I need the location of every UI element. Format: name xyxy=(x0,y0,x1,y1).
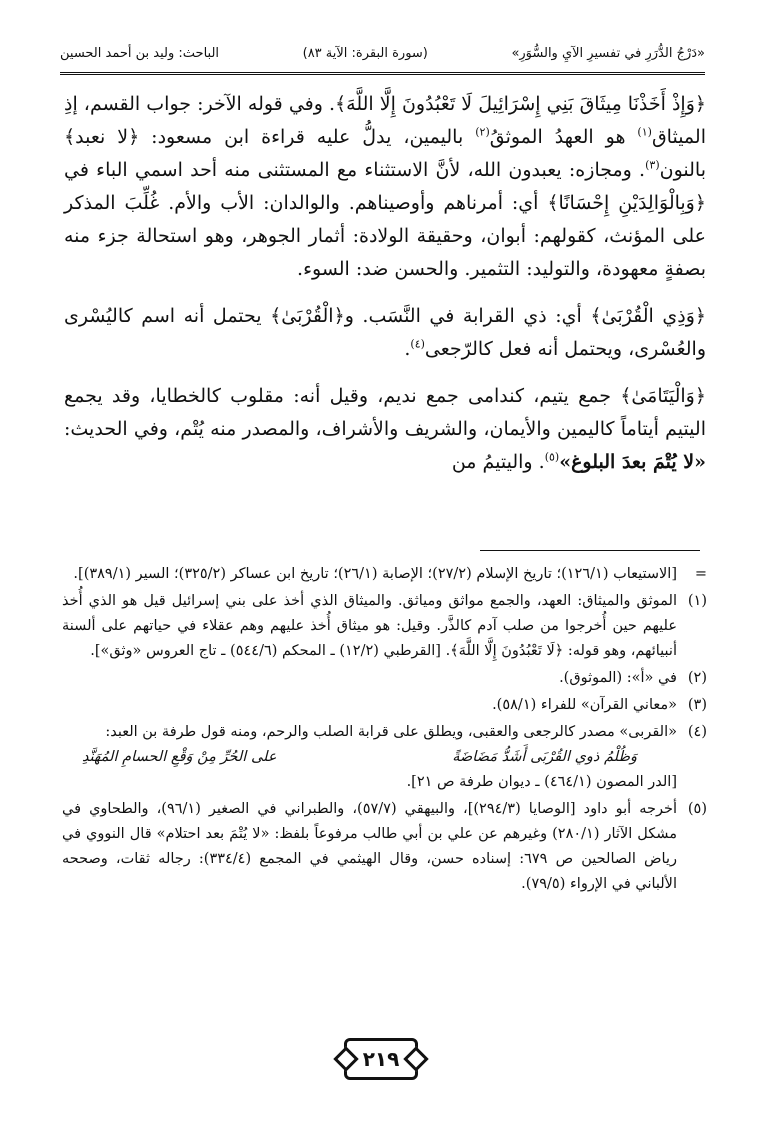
footnote-item xyxy=(62,693,707,718)
p1-text-d: . ومجازه: يعبدون الله، لأنَّ الاستثناء مع المستثنى منه أحد اسمي الباء في ﴿وَبِالْوَالِدَيْنِ إِحْسَانًا﴾ أي: أمرناهم وأوصيناهم. والوالدان: الأب والأم. غُلِّبَ المذكر على المؤنث، كقولهم: أبوان، وحقيقة الولادة: أثمار الجوهر، وهو استحالة جزء منه بصفةٍ معهودة، والتوليد: التثمير. والحسن ضد: السوء. xyxy=(64,159,706,280)
footnote-number: (٢) xyxy=(687,670,707,686)
paragraph-1 xyxy=(64,88,706,286)
footnote-number: (١) xyxy=(687,593,707,609)
footnote-4-intro: «القربى» مصدر كالرجعى والعقبى، ويطلق على قرابة الصلب والرحم، ومنه قول طرفة بن العبد: xyxy=(105,724,677,740)
footnote-ref-2[interactable]: (٢) xyxy=(475,125,490,139)
footnote-text: الموثق والميثاق: العهد، والجمع مواثق ومياثق. والميثاق الذي أخذ على بني إسرائيل قيل هو الذي أُخذ عليهم حين أُخرجوا من صلب آدم كالذَّر. وقيل: هو ميثاق أُخذ عليهم وهم عقلاء في حياتهم على ألسنة أنبيائهم، وهو قوله: ﴿لَا تَعْبُدُونَ إِلَّا اللَّهَ﴾. [القرطبي (١٢/٢) ـ المحكم (٥٤٤/٦) ـ تاج العروس «وثق»]. xyxy=(62,593,677,659)
footnote-item xyxy=(62,720,707,795)
hadith-quote: «لا يُتْمَ بعدَ البلوغ» xyxy=(559,451,706,473)
page-header xyxy=(60,36,705,70)
main-text xyxy=(64,88,706,493)
footnotes xyxy=(62,562,707,899)
poetry-verse xyxy=(62,745,677,770)
footnote-4-source: [الدر المصون (٤٦٤/١) ـ ديوان طرفة ص ٢١]. xyxy=(406,774,677,790)
footnote-item xyxy=(62,562,707,587)
footnote-item xyxy=(62,589,707,664)
p2-text-a: ﴿وَذِي الْقُرْبَىٰ﴾ أي: ذي القرابة في النَّسَب. و﴿الْقُرْبَىٰ﴾ يحتمل أنه اسم كاليُسْرى والعُسْرى، ويحتمل أنه فعل كالرّجعى xyxy=(64,305,706,360)
footnote-number: (٥) xyxy=(687,801,707,817)
p3-text-b: . واليتيمُ من xyxy=(451,451,545,473)
footnote-number: (٣) xyxy=(687,697,707,713)
footnote-text: «معاني القرآن» للفراء (٥٨/١). xyxy=(492,697,677,713)
p1-text-a: ﴿وَإِذْ أَخَذْنَا مِيثَاقَ بَنِي إِسْرَائِيلَ لَا تَعْبُدُونَ إِلَّا اللَّهَ﴾. وفي قوله الآخر: جواب القسم، إذِ الميثاق xyxy=(64,93,706,148)
p1-text-b: هو العهدُ الموثقُ xyxy=(489,126,638,148)
footnote-divider xyxy=(480,550,700,551)
footnote-text xyxy=(62,720,677,795)
p2-text-b: . xyxy=(404,338,411,360)
footnote-text: أخرجه أبو داود [الوصايا (٢٩٤/٣)]، والبيهقي (٥٧/٧)، والطبراني في الصغير (٩٦/١)، والطحاوي في مشكل الآثار (٢٨٠/١) وغيرهم عن علي بن أبي طالب مرفوعاً بلفظ: «لا يُتْمَ بعد احتلام» قال النووي في رياض الصالحين ص ٦٧٩: إسناده حسن، وقال الهيثمي في المجمع (٣٣٤/٤): رجاله ثقات، وصححه الألباني في الإرواء (٧٩/٥). xyxy=(62,801,677,892)
footnote-number: = xyxy=(694,566,707,582)
footnote-text: [الاستيعاب (١٢٦/١)؛ تاريخ الإسلام (٢٧/٢)؛ الإصابة (٢٦/١)؛ تاريخ ابن عساكر (٣٢٥/٢)؛ السير (٣٨٩/١)]. xyxy=(73,566,677,582)
book-title: «دَرْجُ الدُّرَرِ في تفسيرِ الآيِ والسُّوَرِ» xyxy=(511,45,705,61)
footnote-ref-4[interactable]: (٤) xyxy=(410,337,425,351)
paragraph-2 xyxy=(64,300,706,366)
author-name: الباحث: وليد بن أحمد الحسين xyxy=(60,45,220,61)
footnote-ref-3[interactable]: (٣) xyxy=(645,158,660,172)
verse-first-hemistich: وَظُلْمُ ذوي القُرْبَى أَشَدُّ مَضَاضَةً xyxy=(452,749,637,765)
footnote-text: في «أ»: (الموثوق). xyxy=(559,670,677,686)
header-divider xyxy=(60,72,705,75)
footnote-item xyxy=(62,666,707,691)
p1-text-c: باليمين، يدلُّ عليه قراءة ابن مسعود: ﴿لا نعبد﴾ بالنون xyxy=(64,126,706,181)
p3-text-a: ﴿وَالْيَتَامَىٰ﴾ جمع يتيم، كندامى جمع نديم، وقيل أنه: مقلوب كالخطايا، وقد يجمع اليتيم أيتاماً كاليمين والأيمان، والشريف والأشراف، والمصدر منه يُتْم، وفي الحديث: xyxy=(64,385,706,440)
footnote-ref-1[interactable]: (١) xyxy=(637,125,652,139)
paragraph-3 xyxy=(64,380,706,479)
footnote-item xyxy=(62,797,707,897)
footnote-number: (٤) xyxy=(687,724,707,740)
surah-location: (سورة البقرة: الآية ٨٣) xyxy=(302,45,428,61)
page-number-ornament xyxy=(344,1038,418,1080)
page-number: ٢١٩ xyxy=(362,1047,400,1071)
verse-second-hemistich: على الحُرِّ مِنْ وَقْعِ الحسامِ المُهَنَّدِ xyxy=(82,749,277,765)
footnote-ref-5[interactable]: (٥) xyxy=(544,450,560,464)
